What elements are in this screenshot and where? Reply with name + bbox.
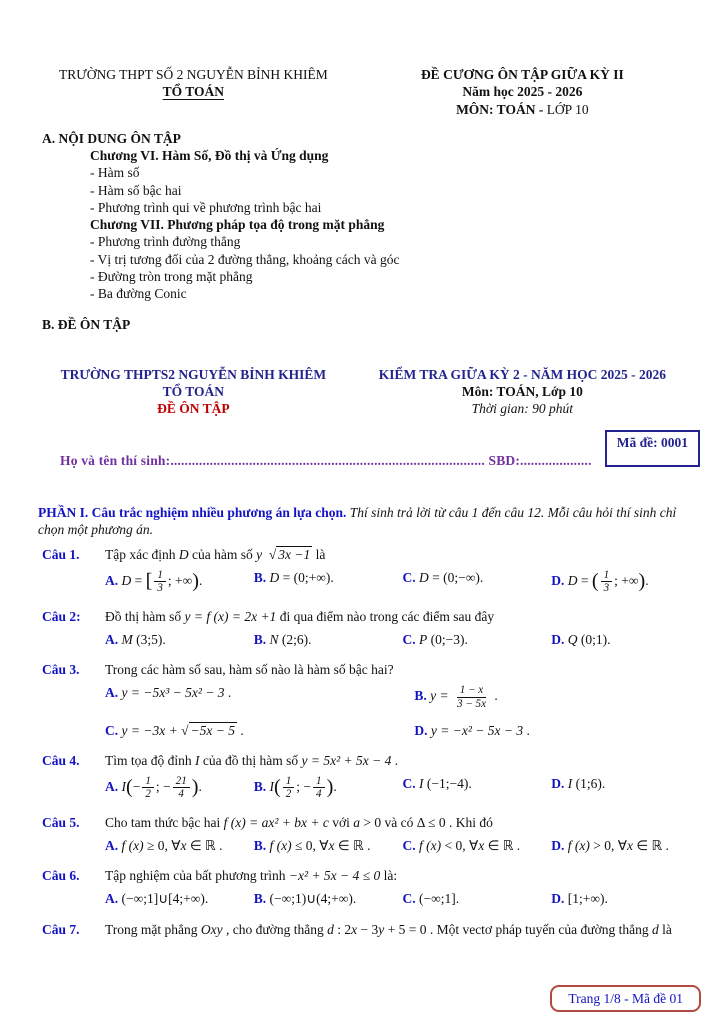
option-label: C.: [402, 891, 419, 907]
school-year: Năm học 2025 - 2026: [462, 84, 583, 100]
option-c: C. D = (0;−∞).: [402, 570, 484, 586]
option-c: C. (−∞;1].: [402, 891, 460, 907]
option-label: C.: [402, 837, 419, 853]
chapter-6-item: - Phương trình qui về phương trình bậc hai: [90, 199, 322, 215]
question: [42, 921, 700, 938]
option-label: C.: [402, 776, 419, 792]
option-b: B. (−∞;1)∪(4;+∞).: [253, 891, 357, 907]
option-label: A.: [105, 891, 122, 907]
options: [105, 837, 700, 854]
subject-bold: MÔN: TOÁN -: [456, 101, 544, 117]
question: [42, 814, 700, 855]
option-c: C. f (x) < 0, ∀x ∈ ℝ .: [402, 837, 521, 853]
chapter-7-item: - Phương trình đường thẳng: [90, 234, 241, 250]
candidate-row: [42, 432, 700, 478]
question-stem: Tập nghiệm của bất phương trình −x² + 5x − 4 ≤ 0 là:: [105, 868, 398, 884]
exam-label: ĐỀ ÔN TẬP: [157, 401, 230, 417]
question: [42, 608, 700, 649]
chapter-6: [90, 147, 700, 302]
chapter-6-title: Chương VI. Hàm Số, Đồ thị và Ứng dụng: [90, 148, 329, 164]
question-stem: Tìm tọa độ đỉnh I của đồ thị hàm số y = 5x² + 5x − 4 .: [105, 753, 399, 768]
option-d: D. D = ( $\frac{1}{3}$ ; +∞).: [551, 569, 649, 595]
option-label: C.: [402, 570, 419, 586]
header-school-block: [42, 66, 345, 118]
question-head: [42, 814, 700, 831]
option-label: A.: [105, 573, 122, 589]
question-head: [42, 752, 700, 769]
chapter-7-item: - Vị trị tương đối của 2 đường thẳng, khoảng cách và góc: [90, 251, 400, 267]
options: [105, 684, 700, 739]
question-label: Câu 7.: [42, 921, 80, 937]
candidate-name-line: Họ và tên thí sinh:........................................................................................ SBD:....................: [60, 452, 592, 468]
chapter-7-title: Chương VII. Phương pháp tọa độ trong mặt phẳng: [90, 217, 385, 233]
part1-instruction: Thí sinh trả lời từ câu 1 đến câu 12. Mỗi câu hỏi thí sinh chỉ chọn một phương án.: [38, 504, 677, 537]
option-label: D.: [414, 722, 431, 738]
option-a: A. y = −5x³ − 5x² − 3 .: [105, 685, 232, 701]
option-d: D. [1;+∞).: [551, 891, 608, 907]
options: [105, 569, 700, 594]
exam-header: [42, 366, 700, 418]
option-label: B.: [253, 779, 270, 795]
question-label: Câu 5.: [42, 814, 80, 830]
option-label: B.: [414, 688, 431, 704]
option-d: D. y = −x² − 5x − 3 .: [414, 722, 530, 738]
options: [105, 631, 700, 648]
department-name: TỔ TOÁN: [162, 84, 225, 100]
option-label: B.: [253, 891, 270, 907]
question-stem: Trong các hàm số sau, hàm số nào là hàm số bậc hai?: [105, 662, 394, 678]
question-head: [42, 867, 700, 884]
question-head: [42, 661, 700, 678]
options: [105, 775, 700, 800]
chapter-6-item: - Hàm số: [90, 165, 140, 181]
part1-block: [38, 504, 700, 539]
option-b: B. y = $\frac{1 - x}{3 - 5x}$ .: [414, 684, 498, 710]
option-label: C.: [402, 631, 419, 647]
chapter-6-item: - Hàm số bậc hai: [90, 182, 182, 198]
question-stem: Trong mặt phẳng Oxy , cho đường thẳng d : 2x − 3y + 5 = 0 . Một vectơ pháp tuyến của đường thẳng d là: [105, 921, 672, 937]
question-label: Câu 4.: [42, 753, 80, 768]
exam-school-name: TRƯỜNG THPTS2 NGUYỄN BỈNH KHIÊM: [60, 366, 327, 382]
option-b: B. f (x) ≤ 0, ∀x ∈ ℝ .: [253, 837, 371, 853]
option-label: D.: [551, 776, 568, 792]
subject-line: [345, 101, 700, 118]
option-label: D.: [551, 891, 568, 907]
options: [105, 890, 700, 907]
question-head: [42, 608, 700, 625]
option-label: D.: [551, 573, 568, 589]
part1-heading: PHẦN I. Câu trắc nghiệm nhiều phương án lựa chọn.: [38, 504, 347, 520]
document-header: [42, 66, 700, 118]
option-label: B.: [253, 570, 270, 586]
question: [42, 661, 700, 739]
question-head: [42, 921, 700, 938]
option-c: C. I (−1;−4).: [402, 776, 472, 792]
exam-department: TỔ TOÁN: [162, 383, 225, 399]
question-stem: Cho tam thức bậc hai f (x) = ax² + bx + c với a > 0 và có Δ ≤ 0 . Khi đó: [105, 814, 493, 830]
option-label: B.: [253, 631, 270, 647]
option-c: C. P (0;−3).: [402, 631, 468, 647]
exam-code-box: Mã đề: 0001: [605, 430, 700, 467]
option-b: B. N (2;6).: [253, 631, 312, 647]
option-c: C. y = −3x + √ −5x − 5 .: [105, 722, 244, 738]
option-a: A. f (x) ≥ 0, ∀x ∈ ℝ .: [105, 837, 223, 853]
document-title: ĐỀ CƯƠNG ÔN TẬP GIỮA KỲ II: [420, 67, 624, 82]
option-d: D. Q (0;1).: [551, 631, 611, 647]
option-a: A. (−∞;1]∪[4;+∞).: [105, 891, 209, 907]
question-stem: Đồ thị hàm số y = f (x) = 2x +1 đi qua điểm nào trong các điểm sau đây: [105, 608, 495, 624]
section-b-heading: B. ĐỀ ÔN TẬP: [42, 317, 131, 333]
header-title-block: [345, 66, 700, 118]
option-b: B. D = (0;+∞).: [253, 570, 334, 586]
question: [42, 867, 700, 908]
option-d: D. I (1;6).: [551, 776, 606, 792]
option-a: A. I(− $\frac{1}{2}$ ; − $\frac{21}{4}$ ).: [105, 775, 202, 801]
exam-title: KIỂM TRA GIỮA KỲ 2 - NĂM HỌC 2025 - 2026: [378, 366, 666, 382]
option-label: D.: [551, 631, 568, 647]
question: [42, 546, 700, 595]
exam-duration: Thời gian: 90 phút: [471, 401, 573, 417]
question-stem: Tập xác định D của hàm số y √ 3x −1 là: [105, 547, 326, 563]
page-number-box: Trang 1/8 - Mã đề 01: [550, 985, 701, 1012]
option-label: C.: [105, 722, 122, 738]
exam-subject: Môn: TOÁN, Lớp 10: [461, 383, 583, 399]
exam-title-block: [345, 366, 700, 418]
option-label: A.: [105, 631, 122, 647]
option-label: A.: [105, 779, 122, 795]
option-label: B.: [253, 837, 270, 853]
option-label: A.: [105, 685, 122, 701]
question-label: Câu 3.: [42, 662, 80, 678]
question-label: Câu 2:: [42, 608, 81, 624]
question: [42, 752, 700, 801]
option-label: D.: [551, 837, 568, 853]
question-label: Câu 6.: [42, 868, 80, 884]
questions: [42, 546, 700, 938]
exam-school-block: [42, 366, 345, 418]
section-a-heading: A. NỘI DUNG ÔN TẬP: [42, 130, 181, 146]
question-head: [42, 546, 700, 563]
option-b: B. I( $\frac{1}{2}$ ; − $\frac{1}{4}$ ).: [253, 775, 337, 801]
question-label: Câu 1.: [42, 547, 80, 563]
section-a: [42, 130, 700, 303]
option-label: A.: [105, 837, 122, 853]
option-d: D. f (x) > 0, ∀x ∈ ℝ .: [551, 837, 669, 853]
chapter-7-item: - Đường tròn trong mặt phẳng: [90, 268, 253, 284]
option-a: A. M (3;5).: [105, 631, 166, 647]
school-name: TRƯỜNG THPT SỐ 2 NGUYỄN BỈNH KHIÊM: [58, 67, 328, 82]
option-a: A. D = [ $\frac{1}{3}$ ; +∞).: [105, 569, 203, 595]
subject-grade: LỚP 10: [543, 101, 589, 117]
chapter-7-item: - Ba đường Conic: [90, 286, 187, 302]
